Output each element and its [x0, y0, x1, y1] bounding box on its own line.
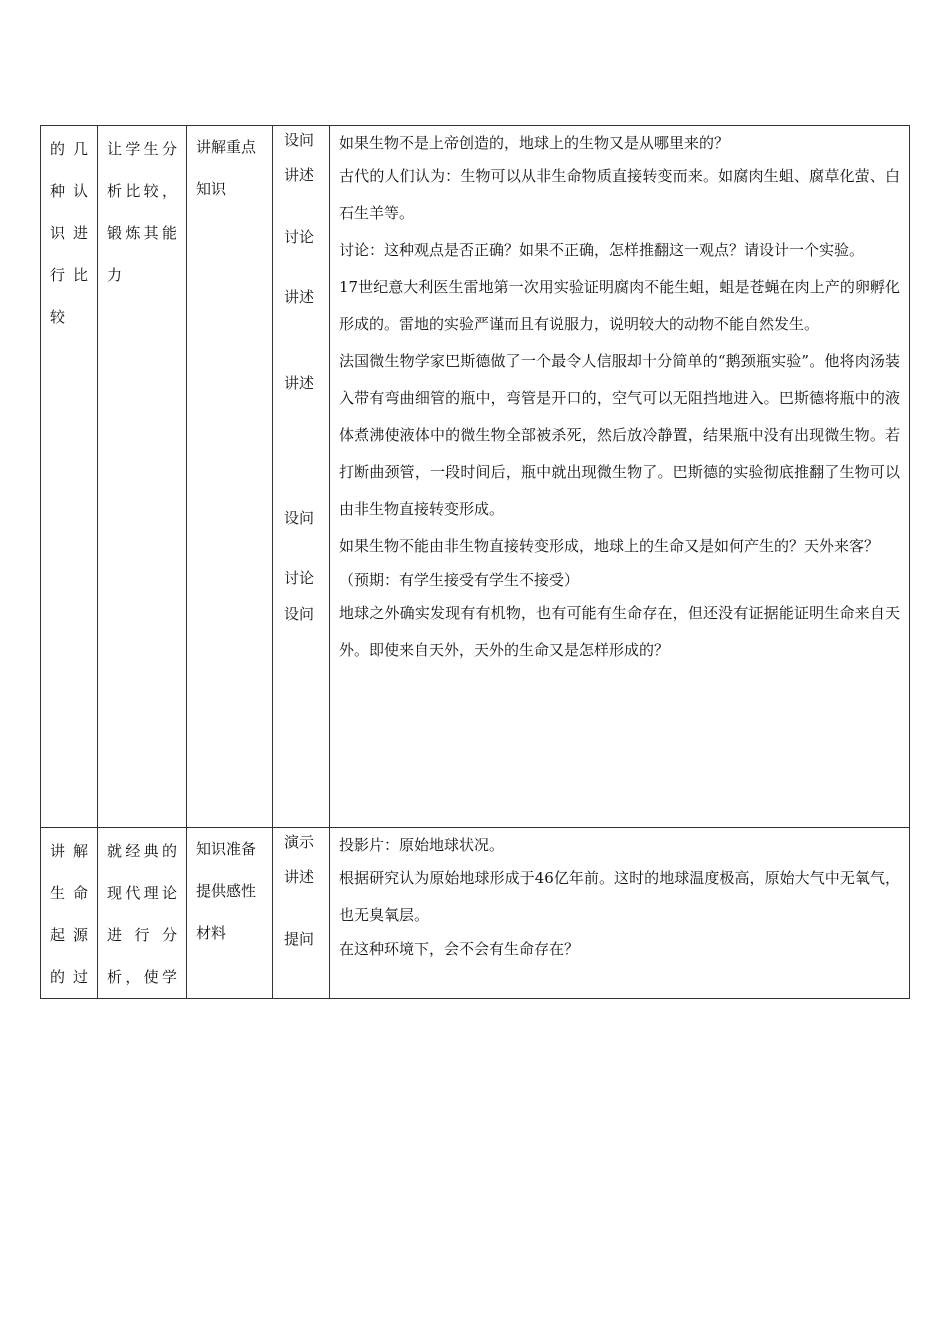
- teaching-method-cell: [273, 126, 330, 828]
- method-label: 讲述: [284, 166, 315, 184]
- table-row: [41, 126, 910, 828]
- cell-line: 析，使学: [107, 968, 177, 986]
- method-label: 讨论: [284, 228, 315, 246]
- method-label: 设问: [284, 131, 315, 149]
- cell-line: 析比较，: [107, 182, 177, 200]
- cell-line: 种认: [50, 182, 88, 200]
- method-label: 提问: [284, 930, 315, 948]
- method-label: 讲述: [284, 868, 315, 886]
- paragraph: 投影片：原始地球状况。: [339, 836, 505, 854]
- method-label: 设问: [284, 509, 315, 527]
- paragraph: 17世纪意大利医生雷地第一次用实验证明腐肉不能生蛆，蛆是苍蝇在肉上产的卵孵化形成的。雷地的实验严谨而且有说服力，说明较大的动物不能自然发生。: [339, 278, 900, 333]
- teaching-process-cell: [330, 828, 910, 999]
- cell-line: 的几: [50, 140, 88, 158]
- cell-line: 起源: [50, 926, 88, 944]
- teaching-goal-cell: [98, 828, 187, 999]
- cell-line: 生命: [50, 884, 88, 902]
- cell-line: 的过: [50, 968, 88, 986]
- method-label: 讲述: [284, 374, 315, 392]
- paragraph: 法国微生物学家巴斯德做了一个最令人信服却十分简单的“鹅颈瓶实验”。他将肉汤装入带有弯曲细管的瓶中，弯管是开口的，空气可以无阻挡地进入。巴斯德将瓶中的液体煮沸使液体中的微生物全部被杀死，然后放冷静置，结果瓶中没有出现微生物。若打断曲颈管，一段时间后，瓶中就出现微生物了。巴斯德的实验彻底推翻了生物可以由非生物直接转变形成。: [339, 352, 900, 518]
- method-label: 讨论: [284, 569, 315, 587]
- cell-line: 进行分: [107, 926, 177, 944]
- cell-line: 就经典的: [107, 842, 177, 860]
- cell-line: 知识: [196, 180, 227, 198]
- cell-line: 识进: [50, 224, 88, 242]
- cell-line: 讲解: [50, 842, 88, 860]
- teaching-method-cell: [273, 828, 330, 999]
- teaching-goal-cell: [98, 126, 187, 828]
- teaching-focus-cell: [187, 828, 273, 999]
- cell-line: 力: [107, 266, 123, 284]
- paragraph: 讨论：这种观点是否正确？如果不正确，怎样推翻这一观点？请设计一个实验。: [339, 241, 865, 259]
- cell-line: 行比: [50, 266, 88, 284]
- cell-line: 讲解重点: [196, 138, 257, 156]
- paragraph: 古代的人们认为：生物可以从非生命物质直接转变而来。如腐肉生蛆、腐草化萤、白石生羊等。: [339, 167, 900, 222]
- table-row: [41, 828, 910, 999]
- teaching-process-cell: [330, 126, 910, 828]
- paragraph: 地球之外确实发现有有机物，也有可能有生命存在，但还没有证据能证明生命来自天外。即使来自天外，天外的生命又是怎样形成的？: [339, 604, 900, 659]
- paragraph: 在这种环境下，会不会有生命存在？: [339, 940, 580, 958]
- method-label: 设问: [284, 605, 315, 623]
- paragraph: 如果生物不是上帝创造的，地球上的生物又是从哪里来的？: [339, 134, 730, 152]
- cell-line: 现代理论: [107, 884, 177, 902]
- content-topic-cell: [41, 828, 98, 999]
- cell-line: 材料: [196, 924, 227, 942]
- cell-line: 锻炼其能: [107, 224, 177, 242]
- paragraph: 如果生物不能由非生物直接转变形成，地球上的生命又是如何产生的？天外来客？: [339, 537, 880, 555]
- content-topic-cell: [41, 126, 98, 828]
- paragraph: 根据研究认为原始地球形成于46亿年前。这时的地球温度极高，原始大气中无氧气，也无臭氧层。: [339, 869, 900, 924]
- cell-line: 较: [50, 308, 66, 326]
- teaching-focus-cell: [187, 126, 273, 828]
- cell-line: 让学生分: [107, 140, 177, 158]
- lesson-plan-table: [40, 125, 910, 999]
- method-label: 演示: [284, 833, 315, 851]
- cell-line: 知识准备: [196, 840, 257, 858]
- method-label: 讲述: [284, 288, 315, 306]
- paragraph: （预期：有学生接受有学生不接受）: [339, 571, 580, 589]
- cell-line: 提供感性: [196, 882, 257, 900]
